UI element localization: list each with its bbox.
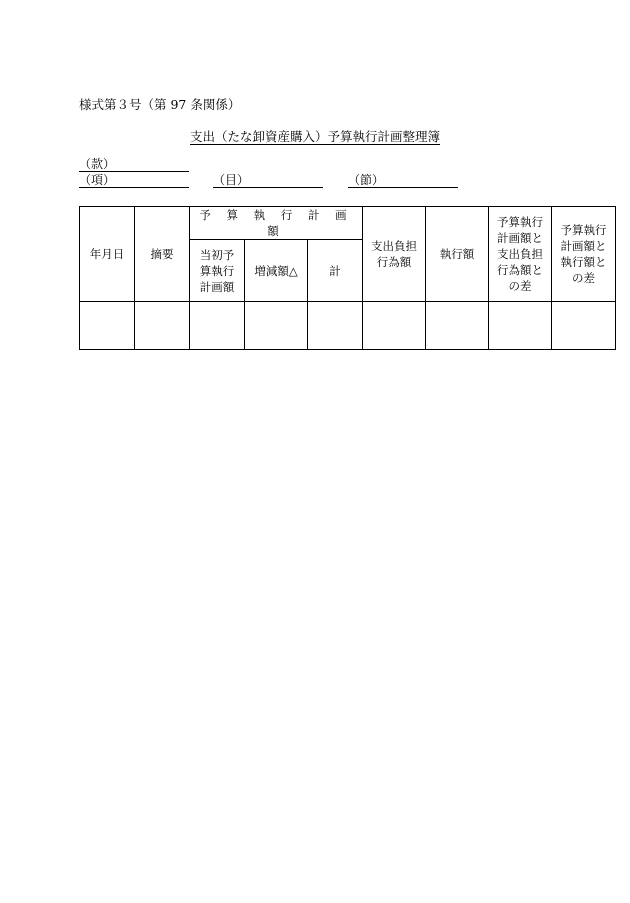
header-executed — [426, 207, 489, 302]
header-change-label: 増減額△ — [254, 263, 298, 278]
field-kou-label: （項） — [79, 173, 116, 187]
document-title — [0, 127, 630, 145]
header-initial-plan-line-1: 当初予 — [199, 247, 235, 262]
header-row-top — [80, 207, 616, 240]
cell-summary[interactable] — [135, 302, 190, 350]
cell-date[interactable] — [80, 302, 135, 350]
document-title-text: 支出（たな卸資産購入）予算執行計画整理簿 — [189, 129, 440, 144]
field-setsu-label: （節） — [348, 173, 385, 187]
header-commitment — [363, 207, 426, 302]
header-diff-executed — [552, 207, 616, 302]
header-summary-label: 摘要 — [150, 247, 174, 261]
ledger-table — [79, 206, 616, 350]
header-change — [245, 240, 308, 302]
cell-change[interactable] — [245, 302, 308, 350]
header-diff-commitment-line-3: 支出負担 — [497, 247, 543, 261]
header-diff-commitment-line-4: 行為額と — [497, 263, 543, 277]
header-diff-executed-line-2: 計画額と — [560, 239, 607, 253]
cell-total[interactable] — [308, 302, 363, 350]
header-diff-commitment — [489, 207, 552, 302]
header-plan-group-label: 予 算 執 行 計 画 額 — [199, 208, 353, 238]
header-initial-plan-line-2: 算執行 — [199, 263, 235, 278]
field-moku[interactable] — [213, 173, 323, 188]
header-diff-executed-line-1: 予算執行 — [560, 223, 607, 237]
header-diff-commitment-line-2: 計画額と — [497, 231, 543, 245]
cell-diff-commitment[interactable] — [489, 302, 552, 350]
table-row — [80, 302, 616, 350]
field-kan[interactable] — [79, 157, 189, 172]
header-initial-plan — [190, 240, 245, 302]
header-date — [80, 207, 135, 302]
header-total — [308, 240, 363, 302]
header-summary — [135, 207, 190, 302]
cell-initial-plan[interactable] — [190, 302, 245, 350]
cell-diff-executed[interactable] — [552, 302, 616, 350]
header-diff-commitment-line-5: の差 — [508, 279, 532, 293]
cell-commitment[interactable] — [363, 302, 426, 350]
header-date-label: 年月日 — [89, 247, 125, 261]
header-plan-group — [190, 207, 363, 240]
header-total-label: 計 — [329, 263, 341, 278]
header-commitment-line-2: 行為額 — [376, 255, 412, 269]
field-setsu[interactable] — [348, 173, 458, 188]
header-diff-commitment-line-1: 予算執行 — [497, 215, 543, 229]
header-executed-label: 執行額 — [439, 247, 475, 261]
form-number: 様式第３号（第 97 条関係） — [79, 97, 241, 112]
cell-executed[interactable] — [426, 302, 489, 350]
header-diff-executed-line-3: 執行額と — [560, 255, 607, 269]
field-kou[interactable] — [79, 173, 189, 188]
field-kan-label: （款） — [79, 157, 116, 171]
header-initial-plan-line-3: 計画額 — [199, 279, 235, 294]
header-diff-executed-line-4: の差 — [572, 271, 595, 285]
field-moku-label: （目） — [213, 173, 250, 187]
header-commitment-line-1: 支出負担 — [371, 239, 417, 253]
